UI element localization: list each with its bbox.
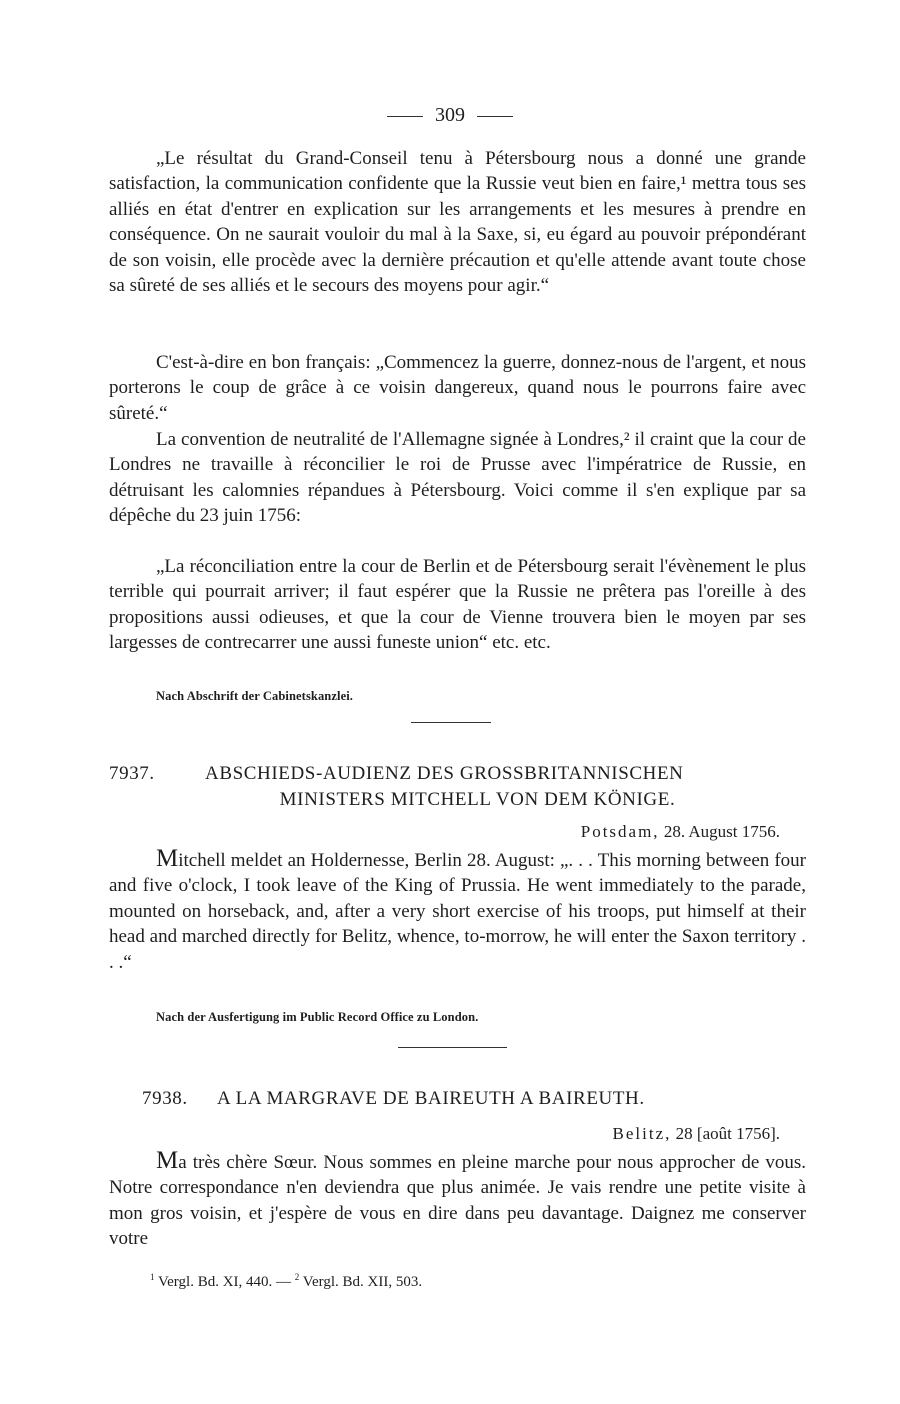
paragraph-6: [109, 1148, 806, 1252]
paragraph-2: C'est-à-dire en bon français: „Commencez la guerre, donnez-nous de l'argent, et nous porterons le coup de grâce à ce voisin dangereux, quand nous le pourrons faire avec sûreté.“: [109, 352, 806, 424]
heading-7937: [109, 761, 806, 812]
paragraph-6-text: a très chère Sœur. Nous sommes en pleine marche pour nous approcher de vous. Notre correspondance n'en deviendra que plus animée. Je vais rendre une petite visite à mon gros voisin, et j'espère de vous en dire dans peu davantage. Daignez me conserver votre: [109, 1152, 806, 1250]
source-note-1: Nach Abschrift der Cabinetskanzlei.: [156, 689, 354, 703]
footnotes: [150, 1272, 422, 1291]
paragraph-5: [109, 846, 806, 975]
heading-number: 7937.: [109, 763, 155, 784]
place-name: Potsdam,: [580, 822, 660, 841]
page-number: [0, 104, 900, 127]
paragraph-quote-1: „Le résultat du Grand-Conseil tenu à Pétersbourg nous a donné une grande satisfaction, la communication confidente que la Russie veut bien en faire,¹ mettra tous ses alliés en état d'entrer en explication sur les arrangements et les mesures à prendre en conséquence. On ne saurait vouloir du mal à la Saxe, si, eu égard au pouvoir prépondérant de son voisin, elle procède avec la dernière précaution et qu'elle attende avant toute chose sa sûreté de ses alliés et le secours des moyens pour agir.“: [109, 148, 806, 297]
date: 28 [août 1756].: [675, 1124, 780, 1143]
heading-7938: [142, 1086, 802, 1112]
page-number-text: 309: [435, 104, 465, 126]
source-note-2: Nach der Ausfertigung im Public Record Office zu London.: [156, 1010, 479, 1024]
paragraph-quote-4: „La réconciliation entre la cour de Berlin et de Pétersbourg serait l'évènement le plus terrible qui pourrait arriver; il faut espérer que la Russie ne prêtera pas l'oreille à des propositions aussi odieuses, et que la cour de Vienne trouvera bien le moyen par ses largesses de contrecarrer une aussi funeste union“ etc. etc.: [109, 556, 806, 654]
footnote-mark-1: 1: [150, 1272, 155, 1282]
footnote-mark-2: 2: [294, 1272, 300, 1282]
initial-letter: M: [156, 1147, 179, 1174]
dash-right: [477, 116, 513, 117]
initial-letter: M: [156, 845, 179, 872]
footnote-2: Vergl. Bd. XII, 503.: [302, 1274, 423, 1290]
heading-number: 7938.: [142, 1088, 188, 1109]
heading-title-line1: ABSCHIEDS-AUDIENZ DES GROSSBRITANNISCHEN: [205, 763, 684, 784]
section-divider-2: [398, 1047, 507, 1048]
place-name: Belitz,: [612, 1124, 672, 1143]
heading-title-line1: A LA MARGRAVE DE BAIREUTH A BAIREUTH.: [217, 1088, 645, 1109]
date: 28. August 1756.: [663, 822, 780, 841]
place-date-1: [581, 822, 780, 842]
section-divider-1: [411, 722, 491, 723]
footnote-1: Vergl. Bd. XI, 440. —: [157, 1274, 292, 1290]
paragraph-5-text: itchell meldet an Holdernesse, Berlin 28. August: „. . . This morning between four and five o'clock, I took leave of the King of Prussia. He went immediately to the parade, mounted on horseback, and, after a very short exercise of his troops, put himself at their head and marched directly for Belitz, whence, to-morrow, he will enter the Saxon territory . . .“: [109, 850, 806, 973]
dash-left: [387, 116, 423, 117]
heading-title-line2: MINISTERS MITCHELL VON DEM KÖNIGE.: [279, 788, 676, 810]
paragraph-3: La convention de neutralité de l'Allemagne signée à Londres,² il craint que la cour de Londres ne travaille à réconcilier le roi de Prusse avec l'impératrice de Russie, en détruisant les calomnies répandues à Pétersbourg. Voici comme il s'en explique par sa dépêche du 23 juin 1756:: [109, 429, 806, 527]
place-date-2: [613, 1124, 780, 1144]
